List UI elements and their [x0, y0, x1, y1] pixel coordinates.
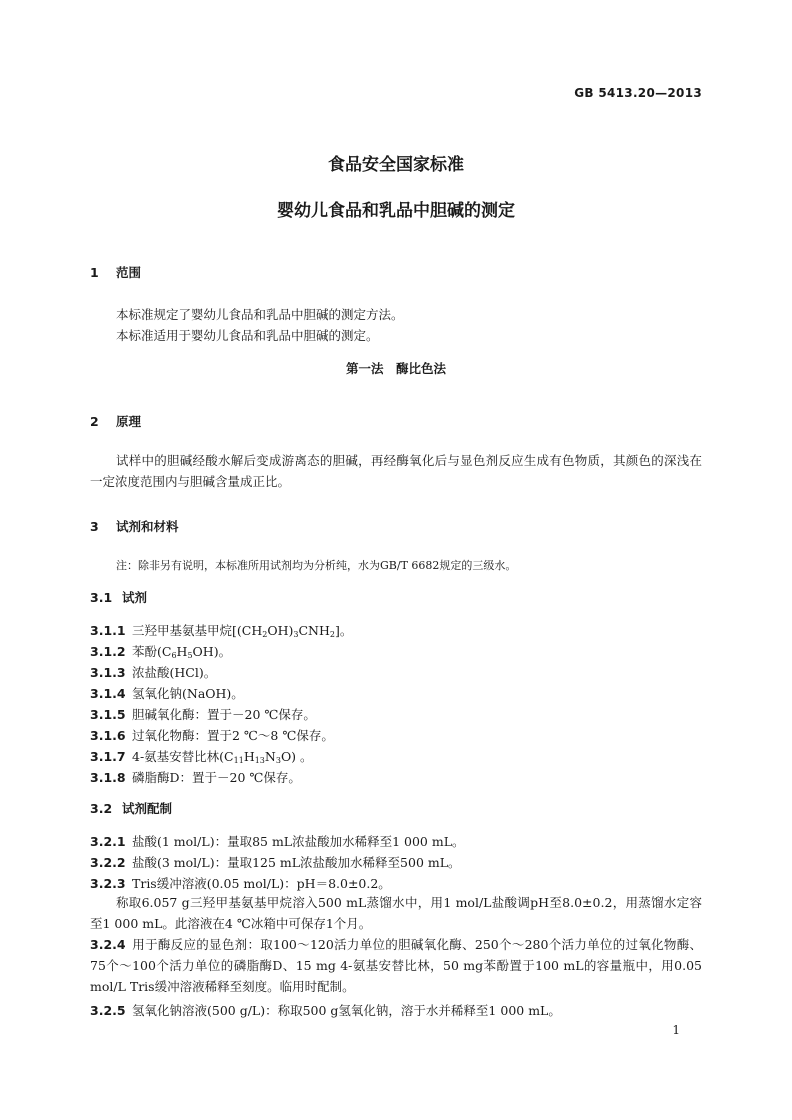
title-line-1: 食品安全国家标准: [328, 155, 464, 175]
item-text: 氢氧化钠(NaOH)。: [132, 686, 244, 701]
item-number: 3.2.2: [90, 855, 126, 870]
subsection-3-2-heading: [90, 799, 172, 817]
section-title: 试剂: [122, 590, 148, 605]
item-number: 3.1.1: [90, 623, 126, 638]
item-text: Tris缓冲溶液(0.05 mol/L)：pH＝8.0±0.2。: [132, 876, 391, 891]
item-3-2-1: [90, 832, 465, 850]
item-3-1-2: [90, 642, 231, 660]
section-number: 3.1: [90, 590, 113, 605]
item-text: 苯酚(C: [132, 644, 172, 659]
page-number: 1: [672, 1023, 680, 1037]
standard-number: GB 5413.20—2013: [574, 86, 702, 100]
section-number: 3: [90, 519, 99, 534]
item-3-1-4: [90, 684, 244, 702]
note: 注：除非另有说明，本标准所用试剂均为分析纯，水为GB/T 6682规定的三级水。: [116, 559, 517, 572]
item-text: 盐酸(1 mol/L)：量取85 mL浓盐酸加水稀释至1 000 mL。: [132, 834, 465, 849]
section-2-heading: [90, 412, 141, 430]
subscript: 2: [329, 630, 335, 639]
item-3-2-5: [90, 1001, 561, 1019]
item-3-1-7: [90, 747, 313, 765]
section-number: 3.2: [90, 801, 113, 816]
paragraph-3-2-3: 称取6.057 g三羟甲基氨基甲烷溶入500 mL蒸馏水中，用1 mol/L盐酸调pH至8.0±0.2，用蒸馏水定容至1 000 mL。此溶液在4 ℃冰箱中可保存1个月。: [90, 895, 702, 931]
item-3-2-3: [90, 874, 391, 892]
item-3-1-3: [90, 663, 216, 681]
item-3-1-8: [90, 768, 301, 786]
item-text: 用于酶反应的显色剂：取100～120活力单位的胆碱氧化酶、250个～280个活力单位的过氧化物酶、75个～100个活力单位的磷脂酶D、15 mg 4-氨基安替比林，50 mg苯酚置于100 mL的容量瓶中，用0.05 mol/L Tris缓冲溶液稀释至刻度。临用时配制。: [90, 937, 702, 994]
item-text: ]。: [334, 623, 353, 638]
item-3-1-6: [90, 726, 334, 744]
subscript: 5: [187, 651, 193, 660]
section-1-heading: [90, 263, 141, 281]
section-number: 1: [90, 265, 99, 280]
item-number: 3.1.6: [90, 728, 126, 743]
section-3-heading: [90, 517, 179, 535]
section-title: 试剂配制: [122, 801, 173, 816]
section-title: 原理: [116, 414, 142, 429]
paragraph-3-2-4: [90, 934, 702, 997]
item-text: H: [176, 644, 188, 659]
subsection-3-1-heading: [90, 588, 147, 606]
item-text: 4-氨基安替比林(C: [132, 749, 234, 764]
item-text: OH): [267, 623, 294, 638]
sec2-paragraph: 试样中的胆碱经酸水解后变成游离态的胆碱，再经酶氧化后与显色剂反应生成有色物质，其颜色的深浅在一定浓度范围内与胆碱含量成正比。: [90, 453, 702, 489]
item-text: OH)。: [192, 644, 232, 659]
item-number: 3.1.2: [90, 644, 126, 659]
item-text: 胆碱氧化酶：置于－20 ℃保存。: [132, 707, 316, 722]
section-title: 试剂和材料: [116, 519, 179, 534]
item-text: O) 。: [280, 749, 313, 764]
subscript: 11: [233, 756, 244, 765]
subscript: 13: [254, 756, 265, 765]
section-number: 2: [90, 414, 99, 429]
title-line-2: 婴幼儿食品和乳品中胆碱的测定: [277, 201, 515, 221]
method-title: 第一法 酶比色法: [345, 361, 446, 376]
sec1-paragraph-1: 本标准规定了婴幼儿食品和乳品中胆碱的测定方法。: [116, 307, 404, 322]
item-3-1-5: [90, 705, 316, 723]
item-number: 3.2.5: [90, 1003, 126, 1018]
item-number: 3.1.4: [90, 686, 126, 701]
item-number: 3.2.1: [90, 834, 126, 849]
item-number: 3.1.3: [90, 665, 126, 680]
subscript: 6: [171, 651, 177, 660]
item-number: 3.2.3: [90, 876, 126, 891]
item-number: 3.1.8: [90, 770, 126, 785]
item-text: CNH: [298, 623, 330, 638]
section-title: 范围: [116, 265, 142, 280]
item-text: 三羟甲基氨基甲烷[(CH: [132, 623, 263, 638]
sec1-paragraph-2: 本标准适用于婴幼儿食品和乳品中胆碱的测定。: [116, 328, 379, 343]
item-text: 盐酸(3 mol/L)：量取125 mL浓盐酸加水稀释至500 mL。: [132, 855, 461, 870]
item-text: 浓盐酸(HCl)。: [132, 665, 217, 680]
item-text: H: [243, 749, 255, 764]
item-text: N: [264, 749, 276, 764]
item-number: 3.1.7: [90, 749, 126, 764]
subscript: 3: [293, 630, 299, 639]
item-text: 氢氧化钠溶液(500 g/L)：称取500 g氢氧化钠，溶于水并稀释至1 000 mL。: [132, 1003, 561, 1018]
item-3-2-2: [90, 853, 461, 871]
subscript: 3: [275, 756, 281, 765]
item-number: 3.2.4: [90, 937, 126, 952]
item-number: 3.1.5: [90, 707, 126, 722]
item-text: 磷脂酶D：置于－20 ℃保存。: [132, 770, 301, 785]
subscript: 2: [262, 630, 268, 639]
item-text: 过氧化物酶：置于2 ℃～8 ℃保存。: [132, 728, 334, 743]
item-3-1-1: [90, 621, 352, 639]
